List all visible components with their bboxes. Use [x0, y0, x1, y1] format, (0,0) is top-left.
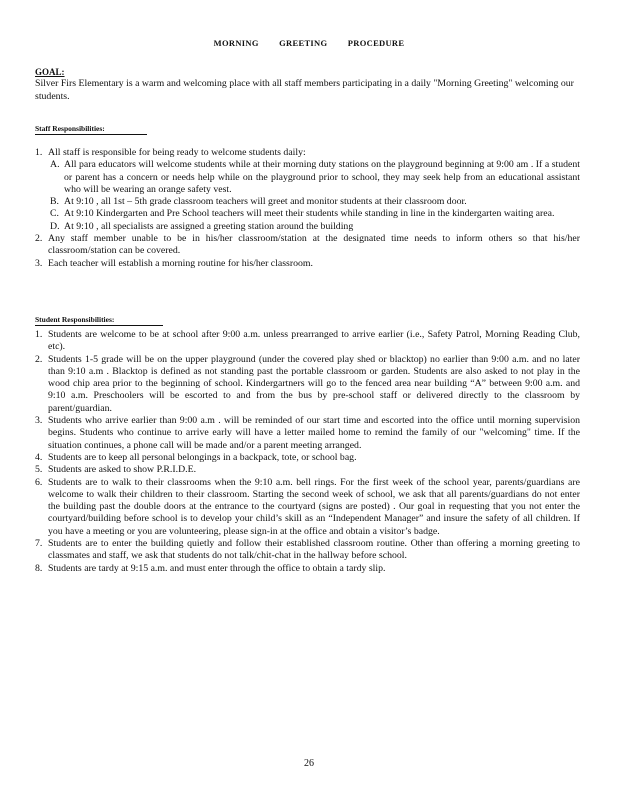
- item-text: Students are to enter the building quietly and follow their established classroom routine. Other than offering a morning greeting to classmates and staff, we ask that students do not talk/chit-chat in the hallway before school.: [48, 538, 580, 562]
- item-number: B.: [50, 196, 59, 208]
- sub-list-item: [50, 196, 580, 208]
- item-text: At 9:10 Kindergarten and Pre School teachers will meet their students while standing in line in the kindergarten waiting area.: [64, 208, 555, 220]
- list-item: [35, 415, 580, 452]
- item-number: 8.: [35, 562, 43, 574]
- goal-text: Silver Firs Elementary is a warm and welcoming place with all staff members participating in a daily "Morning Greeting" welcoming our students.: [35, 78, 574, 102]
- staff-responsibilities-list: [35, 147, 580, 270]
- list-item: [35, 538, 580, 563]
- list-item: [35, 464, 580, 476]
- student-responsibilities-list: [35, 329, 580, 575]
- list-item: [35, 233, 580, 258]
- staff-responsibilities-heading: Staff Responsibilities:: [35, 124, 147, 135]
- item-number: C.: [50, 208, 59, 220]
- item-number: 1.: [35, 329, 43, 340]
- sub-list-item: [50, 221, 580, 233]
- list-item: [35, 354, 580, 415]
- item-number: 2.: [35, 353, 43, 365]
- sub-list-item: [50, 159, 580, 196]
- item-number: 4.: [35, 451, 43, 463]
- item-number: 2.: [35, 233, 43, 245]
- list-item: [35, 452, 580, 464]
- item-number: 5.: [35, 464, 43, 476]
- item-text: Students are to walk to their classrooms when the 9:10 a.m. bell rings. For the first week of the school year, parents/guardians are welcome to walk their children to their classroom. Starting the second week of school, we ask that all parents/guardians do not enter the building past the double doors at the entrance to the courtyard (signs are posted) . Our goal in requesting that you not enter the courtyard/building before school is to develop your child’s skill as an “Independent Manager” and insure the safety of all children. If you have a meeting or you are volunteering, please sign-in at the office and obtain a visitor’s badge.: [48, 476, 580, 537]
- item-number: 6.: [35, 476, 43, 488]
- item-number: A.: [50, 159, 60, 171]
- page-title: MORNING GREETING PROCEDURE: [213, 38, 405, 48]
- item-text: Students are to keep all personal belongings in a backpack, tote, or school bag.: [48, 451, 357, 463]
- goal-heading: GOAL:: [35, 67, 65, 77]
- item-text: Students are welcome to be at school after 9:00 a.m. unless prearranged to arrive earlier (i.e., Safety Patrol, Morning Reading Club, etc).: [48, 329, 580, 353]
- list-item: [35, 477, 580, 538]
- page-number: 26: [304, 758, 314, 769]
- item-number: 1.: [35, 147, 43, 158]
- item-number: 3.: [35, 257, 43, 269]
- item-text: Any staff member unable to be in his/her classroom/station at the designated time needs to inform others so that his/her classroom/station can be covered.: [48, 233, 580, 257]
- item-text: At 9:10 , all specialists are assigned a greeting station around the building: [64, 220, 354, 232]
- item-number: 7.: [35, 538, 43, 550]
- student-responsibilities-heading: Student Responsibilities:: [35, 315, 163, 326]
- item-number: D.: [50, 220, 60, 232]
- item-text: All staff is responsible for being ready to welcome students daily:: [48, 147, 306, 158]
- list-item: [35, 563, 580, 575]
- list-item: [35, 147, 580, 159]
- item-text: Each teacher will establish a morning routine for his/her classroom.: [48, 257, 313, 269]
- sub-list-item: [50, 208, 580, 220]
- item-text: Students 1-5 grade will be on the upper playground (under the covered play shed or blacktop) no earlier than 9:00 a.m. and no later than 9:10 a.m . Blacktop is defined as not standing past the portable classroom or garden. Students are also asked to not play in the wood chip area prior to the beginning of school. Kindergartners will go to the fenced area near building “A” between 9:00 a.m. and 9:10 a.m. Preschoolers will be escorted to and from the bus by pre-school staff or delivered directly to the classroom by parent/guardian.: [48, 353, 580, 414]
- item-number: 3.: [35, 415, 43, 427]
- list-item: [35, 258, 580, 270]
- item-text: All para educators will welcome students while at their morning duty stations on the playground beginning at 9:00 am . If a student or parent has a concern or needs help while on the playground prior to school, they may seek help from an educational assistant who will be wearing an orange safety vest.: [64, 159, 580, 195]
- item-text: Students who arrive earlier than 9:00 a.m . will be reminded of our start time and escorted into the office until morning supervision begins. Students who continue to arrive early will have a letter mailed home to remind the family of our "welcoming" time. If the situation continues, a phone call will be made and/or a parent meeting arranged.: [48, 415, 580, 451]
- item-text: Students are asked to show P.R.I.D.E.: [48, 464, 197, 476]
- item-text: Students are tardy at 9:15 a.m. and must enter through the office to obtain a tardy slip.: [48, 562, 386, 574]
- list-item: [35, 329, 580, 354]
- item-text: At 9:10 , all 1st – 5th grade classroom teachers will greet and monitor students at their classroom door.: [64, 196, 467, 208]
